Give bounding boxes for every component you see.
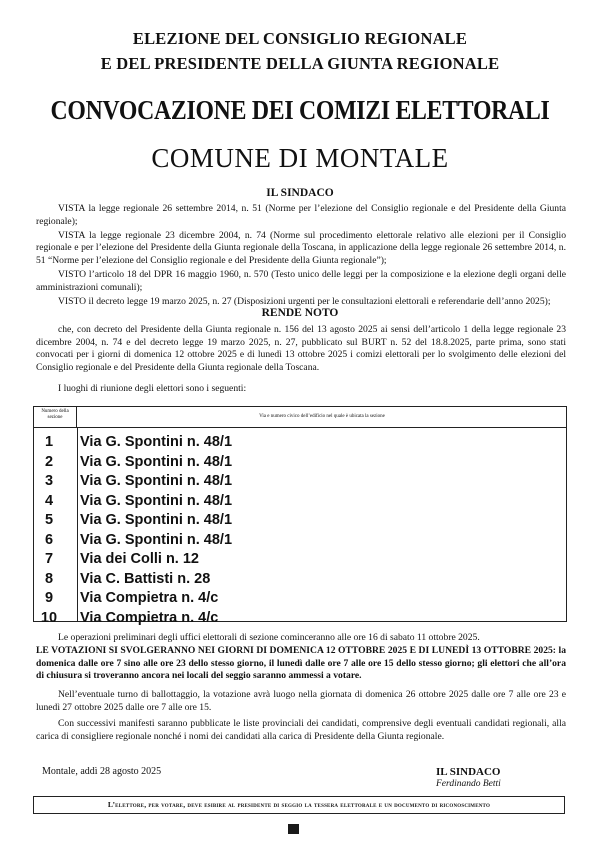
luoghi-intro-block — [36, 383, 566, 397]
visto-item: VISTO l’articolo 18 del DPR 16 maggio 1960, n. 570 (Testo unico delle leggi per la composizione e la elezione degli organi delle amministrazioni comunali); — [36, 268, 566, 293]
header-line-2: E DEL PRESIDENTE DELLA GIUNTA REGIONALE — [100, 54, 500, 73]
table-row — [34, 570, 566, 590]
table-header — [34, 407, 566, 428]
section-address: Via G. Spontini n. 48/1 — [80, 473, 233, 489]
section-number: 1 — [44, 434, 54, 450]
section-address: Via C. Battisti n. 28 — [80, 570, 211, 587]
ballottaggio-block — [36, 689, 566, 716]
section-number: 2 — [44, 453, 54, 470]
ballottaggio-text: Nell’eventuale turno di ballottaggio, la votazione avrà luogo nella giornata di domenica 26 ottobre 2025 dalle ore 7 alle ore 23 e lunedì 27 ottobre 2025 dalle ore 7 alle ore 15. — [36, 689, 566, 713]
section-number: 5 — [44, 512, 54, 528]
signature-title: IL SINDACO — [436, 766, 501, 778]
operazioni-text: Le operazioni preliminari degli uffici elettorali di sezione cominceranno alle ore 16 di sabato 11 ottobre 2025. — [58, 632, 480, 643]
section-number: 8 — [44, 570, 54, 587]
operazioni-block — [36, 632, 566, 646]
signature-name: Ferdinando Betti — [436, 779, 501, 789]
section-number: 7 — [44, 551, 54, 567]
section-address: Via G. Spontini n. 48/1 — [80, 492, 233, 509]
voter-notice: L’elettore, per votare, deve esibire al presidente di seggio la tessera elettorale e un documento di riconoscimento — [33, 796, 565, 814]
table-row — [34, 531, 566, 551]
table-row — [34, 589, 566, 609]
votazioni-block — [36, 645, 566, 684]
page-title: CONVOCAZIONE DEI COMIZI ELETTORALI — [50, 95, 550, 125]
table-row — [34, 453, 566, 473]
rende-noto-text: che, con decreto del Presidente della Giunta regionale n. 156 del 13 agosto 2025 ai sensi dell’articolo 1 della legge regionale 23 dicembre 2004, n. 74 e del decreto legge 19 marzo 2025, n. 27, pubblicato sul BURT n. 52 del 18.8.2025, parte prima, sono stati convocati per i giorni di domenica 12 ottobre 2025 e di lunedì 13 ottobre 2025 i comizi elettorali per lo svolgimento delle elezioni del Consiglio regionale e del Presidente della Giunta regionale della Toscana. — [36, 324, 566, 373]
table-row — [34, 492, 566, 512]
successivi-text: Con successivi manifesti saranno pubblicate le liste provinciali dei candidati, comprensive degli eventuali candidati regionali, alla carica di consigliere regionale nonché i nomi dei candidati alla carica di Presidente della Giunta regionale. — [36, 718, 566, 742]
header-line-1: ELEZIONE DEL CONSIGLIO REGIONALE — [132, 29, 468, 48]
table-row — [34, 511, 566, 531]
sezioni-table — [33, 406, 567, 626]
column-header-address: Via e numero civico dell’edificio nel quale è ubicata la sezione — [259, 414, 385, 419]
section-address: Via G. Spontini n. 48/1 — [80, 531, 233, 548]
comune-title: COMUNE DI MONTALE — [151, 143, 449, 173]
column-header-number: Numero della sezione — [34, 407, 77, 427]
votazioni-text: LE VOTAZIONI SI SVOLGERANNO NEI GIORNI DI DOMENICA 12 OTTOBRE 2025 E DI LUNEDÌ 13 OTTOBRE 2025: la domenica dalle ore 7 sino alle ore 23 dello stesso giorno, il lunedì dalle ore 7 alle ore 15 dello stesso giorno; gli elettori che all’ora di chiusura si troveranno ancora nei locali del seggio saranno ammessi a votare. — [36, 645, 566, 682]
section-number: 3 — [44, 473, 54, 489]
section-address: Via Compietra n. 4/c — [80, 609, 219, 626]
successivi-block — [36, 718, 566, 745]
section-number: 4 — [44, 492, 54, 509]
rende-noto-block — [36, 324, 566, 376]
section-address: Via G. Spontini n. 48/1 — [80, 512, 233, 528]
section-address: Via Compietra n. 4/c — [80, 590, 219, 606]
table-row — [34, 609, 566, 629]
issue-date: Montale, addì 28 agosto 2025 — [42, 766, 162, 777]
sindaco-heading: IL SINDACO — [266, 187, 334, 199]
table-row — [34, 550, 566, 570]
section-number: 6 — [44, 531, 54, 548]
section-number: 10 — [40, 609, 58, 626]
visto-item: VISTO il decreto legge 19 marzo 2025, n. 27 (Disposizioni urgenti per le consultazioni elettorali e referendarie dell’anno 2025); — [58, 295, 551, 307]
table-row — [34, 433, 566, 453]
table-body — [34, 433, 566, 628]
luoghi-intro: I luoghi di riunione degli elettori sono i seguenti: — [58, 383, 247, 394]
visto-item: VISTA la legge regionale 26 settembre 2014, n. 51 (Norme per l’elezione del Consiglio regionale e del Presidente della Giunta regionale); — [36, 203, 566, 227]
visto-item: VISTA la legge regionale 23 dicembre 2004, n. 74 (Norme sul procedimento elettorale relativo alle elezioni per il Consiglio regionale e per l’elezione del Presidente della Giunta regionale della Toscana, in applicazione della legge regionale 26 settembre 2014, n. 51 “Norme per l’elezione del Consiglio regionale e del Presidente della Giunta regionale”); — [36, 229, 566, 266]
section-address: Via G. Spontini n. 48/1 — [80, 434, 233, 450]
rende-noto-heading: RENDE NOTO — [261, 307, 339, 319]
table-row — [34, 472, 566, 492]
section-address: Via G. Spontini n. 48/1 — [80, 453, 233, 470]
printer-logo — [288, 824, 299, 834]
section-number: 9 — [44, 590, 54, 606]
visti-block — [36, 203, 566, 310]
section-address: Via dei Colli n. 12 — [80, 551, 199, 567]
